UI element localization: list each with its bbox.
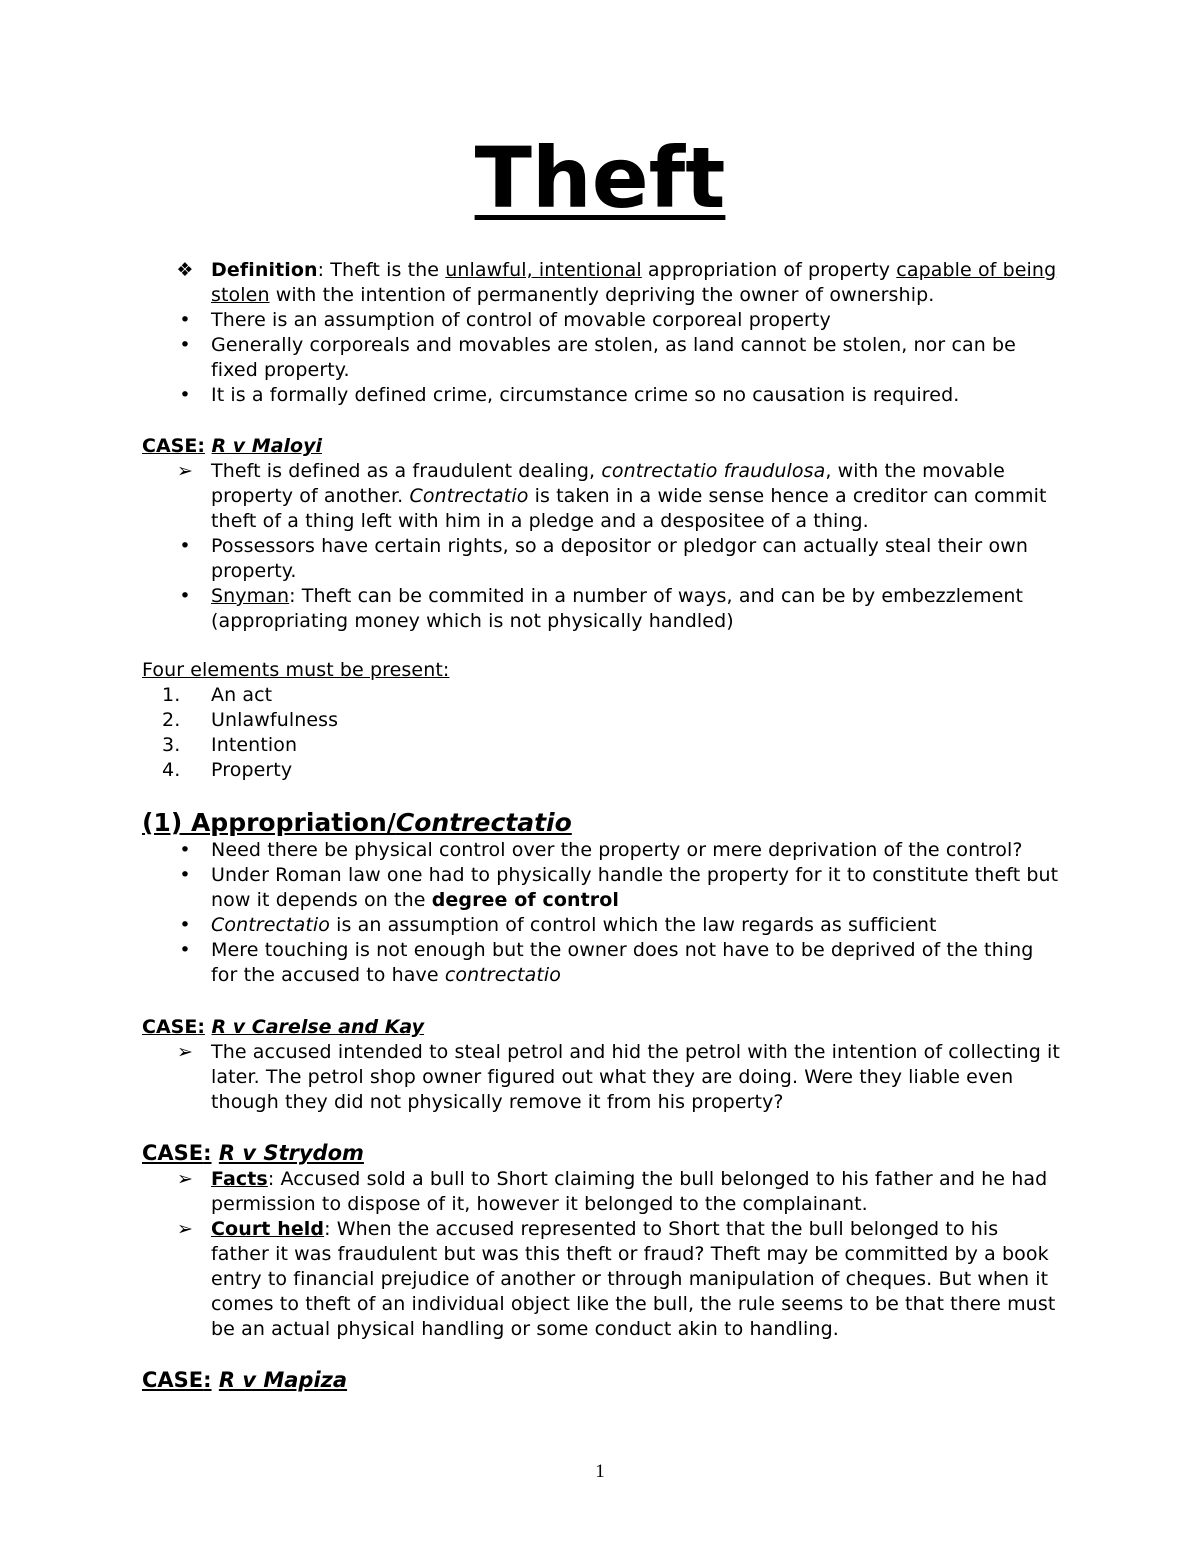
bullet-icon: • [179, 535, 191, 557]
list-item [142, 534, 1062, 584]
bullet-text: Generally corporeals and movables are stolen, as land cannot be stolen, nor can be fixed property. [211, 334, 1016, 381]
list-item [142, 308, 1062, 333]
item-number: 1. [162, 684, 181, 706]
list-item [142, 1167, 1062, 1217]
case-heading [142, 1140, 1062, 1167]
arrow-bullet-icon: ➢ [176, 1041, 194, 1063]
item-number: 3. [162, 734, 181, 756]
case-label: CASE [142, 1016, 198, 1038]
bullet-text: Mere touching is not enough but the owner does not have to be deprived of the thing for the accused to have [211, 939, 1034, 986]
heading-text: (1) Appropriation/ [142, 808, 396, 837]
arrow-bullet-icon: ➢ [176, 460, 194, 482]
item-text: An act [211, 684, 273, 706]
definition-item [142, 258, 1062, 308]
latin-term: Contrectatio [211, 914, 330, 936]
case-heading [142, 1367, 1062, 1394]
numbered-item [142, 683, 1062, 708]
case-label: CASE [142, 435, 198, 457]
definition-section [142, 258, 1062, 408]
bullet-icon: • [179, 939, 191, 961]
bullet-text: Under Roman law one had to physically handle the property for it to constitute theft but now it depends on the [211, 864, 1059, 911]
colon: : [203, 1368, 212, 1392]
diamond-bullet-icon: ❖ [176, 259, 194, 281]
list-item [142, 838, 1062, 863]
numbered-item [142, 708, 1062, 733]
term-unlawful: unlawful, [445, 259, 533, 281]
definition-label: Definition [211, 259, 318, 281]
bullet-icon: • [179, 384, 191, 406]
case-heading [142, 434, 1062, 459]
case-strydom-section [142, 1140, 1062, 1342]
list-item [142, 913, 1062, 938]
list-item [142, 863, 1062, 913]
case-text: Theft is defined as a fraudulent dealing, [211, 460, 602, 482]
numbered-item [142, 758, 1062, 783]
case-heading [142, 1015, 1062, 1040]
case-name: R v Mapiza [218, 1368, 348, 1392]
case-name: R v Maloyi [211, 435, 322, 457]
bullet-icon: • [179, 334, 191, 356]
case-text: , with the movable property of another. [211, 460, 1005, 507]
latin-term: contrectatio fraudulosa [601, 460, 826, 482]
item-number: 2. [162, 709, 181, 731]
bullet-text: is an assumption of control which the law regards as sufficient [329, 914, 937, 936]
bullet-text: There is an assumption of control of movable corporeal property [211, 309, 831, 331]
case-mapiza-section [142, 1367, 1062, 1394]
latin-term: Contrectatio [409, 485, 529, 507]
list-item [142, 938, 1062, 988]
latin-term: contrectatio [444, 964, 561, 986]
author-name: Snyman [211, 585, 290, 607]
term-intentional: intentional [538, 259, 642, 281]
bullet-icon: • [179, 309, 191, 331]
appropriation-section [142, 808, 1062, 988]
bullet-text: It is a formally defined crime, circumstance crime so no causation is required. [211, 384, 960, 406]
numbered-item [142, 733, 1062, 758]
page-number: 1 [595, 1461, 605, 1482]
item-text: Unlawfulness [211, 709, 339, 731]
elements-heading: Four elements must be present: [142, 659, 450, 681]
case-text: The accused intended to steal petrol and hid the petrol with the intention of collecting it later. The petrol shop owner figured out what they are doing. Were they liable even though they did not physically remove it from his property? [211, 1041, 1060, 1113]
section-heading [142, 808, 1062, 838]
page-title: Theft [474, 129, 726, 227]
item-text: Property [211, 759, 293, 781]
colon: : [317, 259, 325, 281]
facts-label: Facts [211, 1168, 268, 1190]
arrow-bullet-icon: ➢ [176, 1168, 194, 1190]
list-item [142, 584, 1062, 634]
definition-text: appropriation of property [641, 259, 897, 281]
colon: : [197, 1016, 205, 1038]
case-label: CASE [142, 1141, 204, 1165]
list-item [142, 333, 1062, 383]
bullet-icon: • [179, 839, 191, 861]
case-text: is taken in a wide sense hence a creditor can commit theft of a thing left with him in a pledge and a despositee of a thing. [211, 485, 1047, 532]
term-capable-of-being-stolen: capable of being stolen [211, 259, 1057, 306]
court-held-label: Court held [211, 1218, 325, 1240]
definition-text: with the intention of permanently depriving the owner of ownership. [269, 284, 935, 306]
bullet-icon: • [179, 585, 191, 607]
heading-latin: Contrectatio [395, 808, 572, 837]
item-text: Intention [211, 734, 298, 756]
definition-text: Theft is the [324, 259, 446, 281]
arrow-bullet-icon: ➢ [176, 1218, 194, 1240]
bullet-icon: • [179, 914, 191, 936]
colon: : [197, 435, 205, 457]
bold-term: degree of control [431, 889, 620, 911]
case-text: : When the accused represented to Short that the bull belonged to his father it was fraudulent but was this theft or fraud? Theft may be committed by a book entry to financial prejudice of another or through manipulation of cheques. But when it comes to theft of an individual object like the bull, the rule seems to be that there must be an actual physical handling or some conduct akin to handling. [211, 1218, 1056, 1340]
case-text: : Accused sold a bull to Short claiming the bull belonged to his father and he had permission to dispose of it, however it belonged to the complainant. [211, 1168, 1048, 1215]
list-item [142, 383, 1062, 408]
case-name: R v Strydom [218, 1141, 364, 1165]
list-item [142, 1040, 1062, 1115]
case-label: CASE [142, 1368, 204, 1392]
bullet-icon: • [179, 864, 191, 886]
case-text: Possessors have certain rights, so a depositor or pledgor can actually steal their own property. [211, 535, 1028, 582]
case-name: R v Carelse and Kay [211, 1016, 425, 1038]
case-maloyi-section [142, 434, 1062, 634]
case-carelse-section [142, 1015, 1062, 1115]
list-item [142, 1217, 1062, 1342]
colon: : [203, 1141, 212, 1165]
bullet-text: Need there be physical control over the property or mere deprivation of the control? [211, 839, 1023, 861]
case-text: : Theft can be commited in a number of ways, and can be by embezzlement (appropriating money which is not physically handled) [211, 585, 1024, 632]
item-number: 4. [162, 759, 181, 781]
list-item [142, 459, 1062, 534]
elements-section [142, 658, 1062, 783]
